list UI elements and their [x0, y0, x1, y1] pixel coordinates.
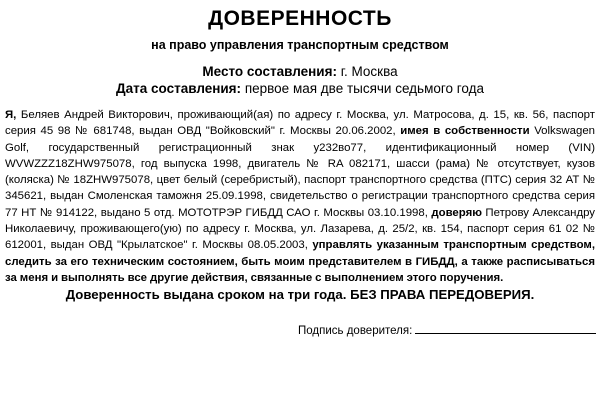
- place-label: Место составления:: [202, 64, 337, 79]
- document-body: [5, 107, 595, 286]
- validity-statement: Доверенность выдана сроком на три года. БЕЗ ПРАВА ПЕРЕДОВЕРИЯ.: [65, 287, 535, 302]
- body-segment-2: Беляев Андрей Викторович, проживающий(ая) по адресу г. Москва, ул. Матросова, д. 15, кв. 56, паспорт серия 45 98 № 681748, выдан ОВД "Войковский" г. Москвы 20.06.2002,: [5, 109, 595, 138]
- body-segment-5: доверяю: [431, 206, 482, 219]
- body-segment-1: Я,: [5, 109, 17, 121]
- signature-block: [298, 322, 596, 339]
- document-subtitle: на право управления транспортным средством: [151, 38, 449, 52]
- signature-line: [415, 322, 596, 334]
- body-segment-7: управлять указанным транспортным средством, следить за его техническим состоянием, быть моим представителем в ГИБДД, а также расписываться за меня и выполнять все другие действия, связанные с выполнением этого поручения.: [5, 239, 596, 284]
- date-label: Дата составления:: [116, 81, 242, 96]
- body-segment-4: Volkswagen Golf, государственный регистрационный знак у232во77, идентификационный номер (VIN) WVWZZZ18ZHW975078, год выпуска 1998, двигатель № RA 082171, шасси (рама) № отсутствует, кузов (коляска) № 18ZHW975078, цвет белый (серебристый), паспорт транспортного средства (ПТС) серия 32 АТ № 345621, выдан Смоленская таможня 25.09.1998, свидетельство о регистрации транспортного средства серия 77 НТ № 914122, выдано 5 отд. МОТОТРЭР ГИБДД САО г. Москвы 03.10.1998,: [5, 125, 595, 219]
- place-of-issue: [0, 63, 600, 80]
- date-value: первое мая две тысячи седьмого года: [244, 81, 484, 96]
- body-segment-3: имея в собственности: [400, 125, 530, 138]
- body-segment-6: Петрову Александру Николаевичу, проживающего(ую) по адресу г. Москва, ул. Лазарева, д. 25/2, кв. 154, паспорт серия 61 02 № 612001, выдан ОВД "Крылатское" г. Москвы 08.05.2003,: [5, 206, 596, 252]
- document-title: ДОВЕРЕННОСТЬ: [208, 7, 392, 30]
- date-of-issue: [0, 80, 600, 97]
- signature-label: Подпись доверителя:: [298, 325, 413, 337]
- place-value: г. Москва: [340, 64, 398, 79]
